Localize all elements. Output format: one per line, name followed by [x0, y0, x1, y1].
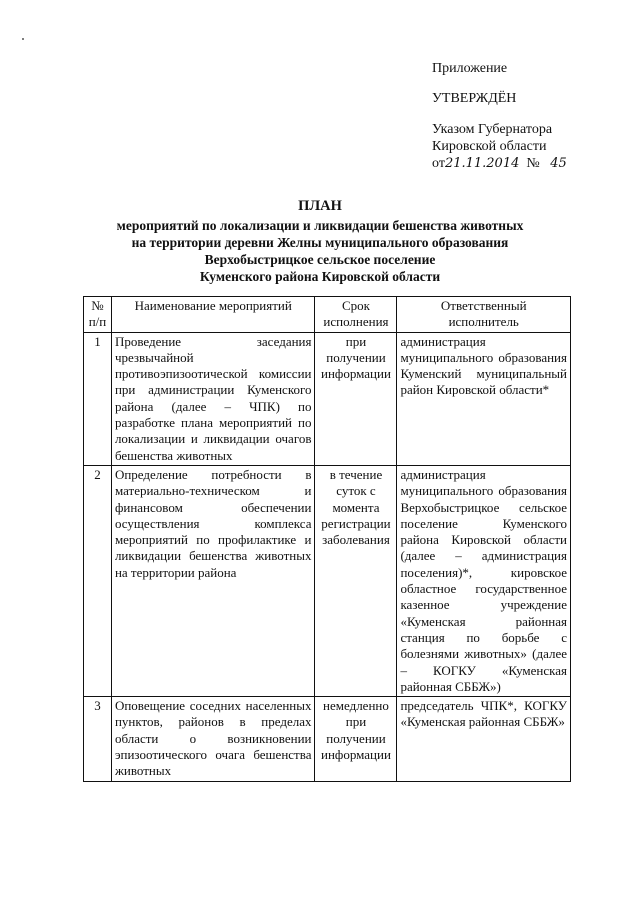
document-title: ПЛАН: [298, 198, 342, 214]
table-row: [84, 697, 571, 781]
document-heading: [60, 198, 580, 285]
row-activity: Оповещение соседних населенных пунктов, районов в пределах области о возникновении эпизоотического очага бешенства животных: [111, 697, 315, 781]
row-activity: Определение потребности в материально-техническом и финансовом обеспечении осуществления комплекса мероприятий по профилактике и ликвидации бешенства животных на территории района: [111, 465, 315, 696]
row-number: 2: [84, 465, 112, 696]
date-prefix: от: [432, 156, 445, 171]
table-row: [84, 332, 571, 465]
table-row: [84, 465, 571, 696]
row-responsible: администрация муниципального образования Куменский муниципальный район Кировской области*: [397, 332, 571, 465]
header-term-line-1: Срок: [341, 298, 370, 313]
header-name: [111, 297, 315, 333]
row-term: при получении информации: [315, 332, 397, 465]
header-resp-line-2: исполнитель: [448, 314, 519, 330]
heading-line-3: Верхобыстрицкое сельское поселение: [204, 252, 436, 267]
decree-date-line: [432, 155, 632, 172]
heading-line-1: мероприятий по локализации и ликвидации бешенства животных: [116, 218, 524, 233]
number-sign: №: [526, 156, 540, 171]
decree-line-2: Кировской области: [432, 139, 547, 154]
approved-label: УТВЕРЖДЁН: [432, 91, 517, 106]
header-num-line-1: №: [91, 298, 104, 313]
row-term: немедленно при получении информации: [315, 697, 397, 781]
appendix-label: Приложение: [432, 61, 508, 76]
row-term: в течение суток с момента регистрации заболевания: [315, 465, 397, 696]
header-term: [315, 297, 397, 333]
heading-line-4: Куменского района Кировской области: [199, 269, 441, 284]
table-header-row: [84, 297, 571, 333]
row-responsible: председатель ЧПК*, КОГКУ «Куменская районная СББЖ»: [397, 697, 571, 781]
decree-date: 21.11.2014: [444, 156, 520, 171]
decree-number: 45: [550, 156, 567, 171]
header-num-line-2: п/п: [88, 314, 107, 330]
decree-line-1: Указом Губернатора: [432, 122, 553, 137]
header-num: [84, 297, 112, 333]
heading-line-2: на территории деревни Желны муниципального образования: [131, 235, 509, 250]
header-resp-line-1: Ответственный: [440, 298, 527, 313]
header-name-text: Наименование мероприятий: [134, 298, 292, 313]
row-responsible: администрация муниципального образования Верхобыстрицкое сельское поселение Куменского района Кировской области (далее – администрация поселения)*, кировское областное государственное казенное учреждение «Куменская районная станция по борьбе с болезнями животных» (далее – КОГКУ «Куменская районная СББЖ»): [397, 465, 571, 696]
scan-speck: [22, 38, 24, 40]
row-number: 3: [84, 697, 112, 781]
approval-block: [432, 60, 632, 172]
plan-table: [83, 296, 571, 782]
row-number: 1: [84, 332, 112, 465]
row-activity: Проведение заседания чрезвычайной противоэпизоотической комиссии при администрации Куменского района (далее – ЧПК) по разработке плана мероприятий по локализации и ликвидации очагов бешенства животных: [111, 332, 315, 465]
header-responsible: [397, 297, 571, 333]
header-term-line-2: исполнения: [323, 314, 389, 330]
